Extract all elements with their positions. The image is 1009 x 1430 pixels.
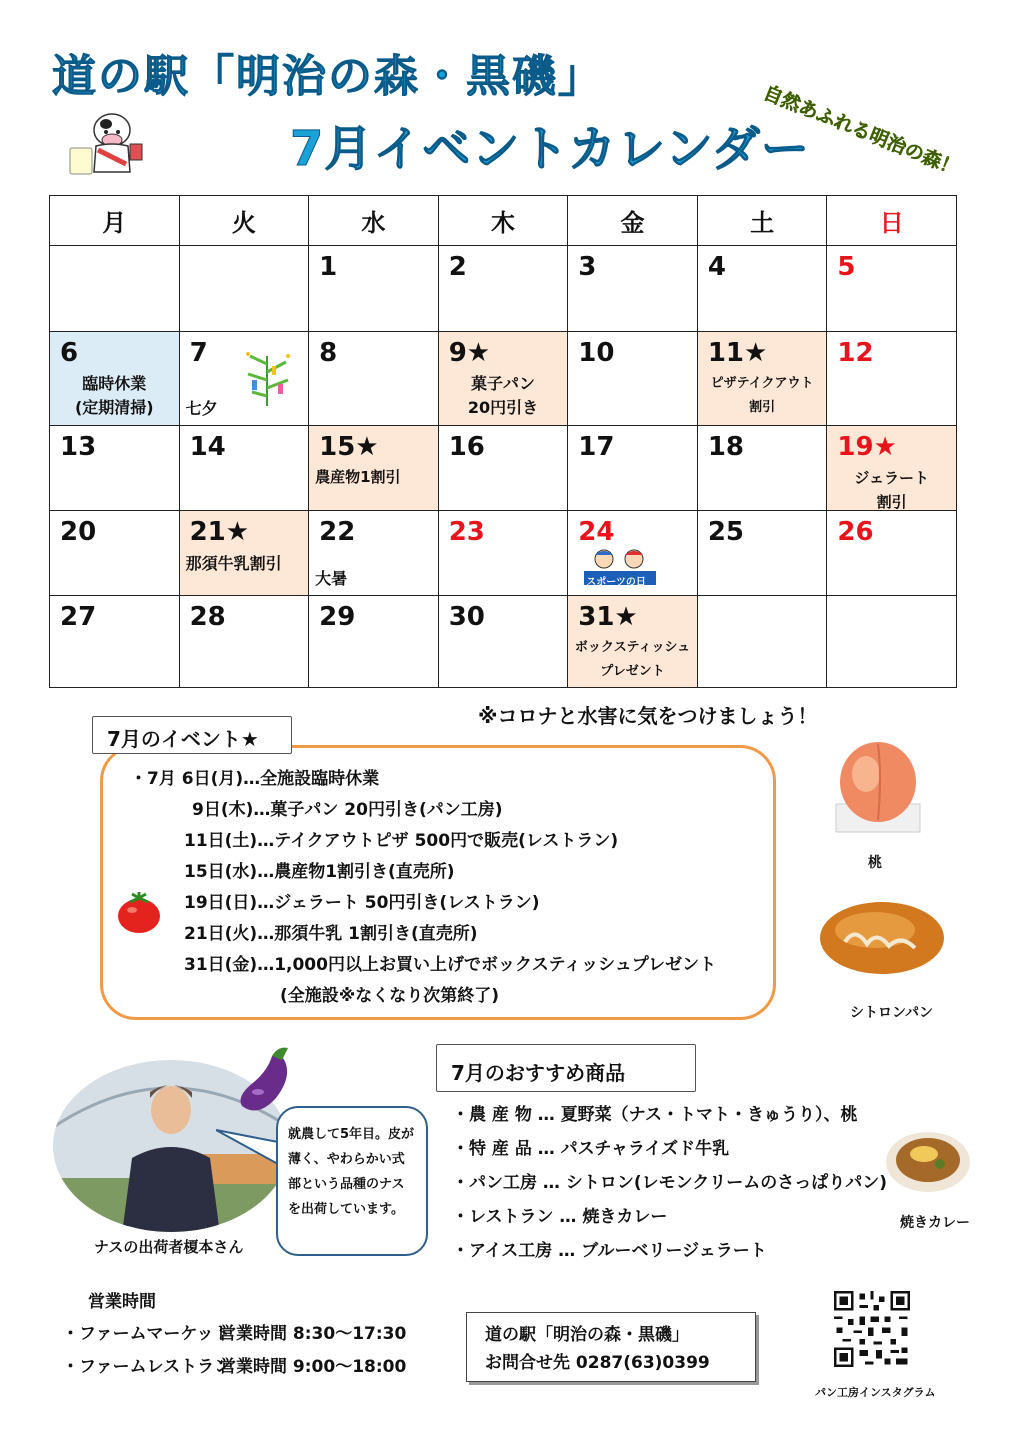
weekday-fri: 金	[568, 196, 698, 246]
calendar-cell	[309, 511, 439, 596]
day-number: 28	[189, 602, 226, 632]
day-number: 10	[578, 338, 615, 368]
hours-list	[62, 1318, 406, 1384]
calendar-cell	[827, 246, 957, 332]
event-item: 15日(水)…農産物1割引き(直売所)	[184, 862, 455, 882]
day-number: 30	[448, 602, 485, 632]
note-line: 割引	[876, 493, 907, 511]
peach-photo	[832, 736, 924, 836]
tomato-icon	[116, 890, 162, 934]
event-item: 21日(火)…那須牛乳 1割引き(直売所)	[184, 924, 478, 944]
weekday-wed: 水	[309, 196, 439, 246]
facility-name: ・ファームマーケット	[62, 1324, 231, 1344]
events-list	[130, 764, 716, 1012]
baked-curry-caption: 焼きカレー	[900, 1215, 970, 1231]
qr-code-icon[interactable]	[829, 1288, 915, 1370]
eggplant-icon	[236, 1042, 298, 1116]
calendar-cell	[827, 426, 957, 511]
calendar-cell	[568, 246, 698, 332]
events-heading: 7月のイベント★	[92, 716, 292, 754]
speech-bubble-tail	[216, 1128, 282, 1168]
calendar-cell	[697, 596, 827, 688]
note-line: 菓子パン	[470, 374, 535, 393]
day-number: 31★	[578, 602, 638, 632]
calendar-cell	[438, 596, 568, 688]
day-note: 七夕	[185, 399, 218, 418]
day-note	[698, 372, 827, 420]
hours-row	[62, 1318, 406, 1351]
event-item: ・7月 6日(月)…全施設臨時休業	[130, 769, 380, 789]
day-number: 20	[60, 517, 97, 547]
contact-phone: お問合せ先 0287(63)0399	[485, 1353, 710, 1373]
calendar-cell	[438, 426, 568, 511]
recommend-item: ・アイス工房 … ブルーベリージェラート	[452, 1241, 767, 1261]
note-line: 割引	[749, 400, 776, 415]
day-number: 8	[319, 338, 338, 368]
calendar-cell	[438, 246, 568, 332]
calendar-cell	[309, 246, 439, 332]
day-number: 19★	[837, 432, 897, 462]
weekday-sat: 土	[697, 196, 827, 246]
day-number: 11★	[707, 338, 768, 368]
note-line: ボックスティッシュ	[574, 640, 691, 655]
weekday-thu: 木	[438, 196, 568, 246]
day-number: 26	[837, 517, 874, 547]
qr-caption: パン工房インスタグラム	[815, 1386, 936, 1399]
tanabata-bamboo-icon	[242, 350, 292, 406]
calendar-cell	[179, 596, 309, 688]
citron-bread-photo	[815, 890, 949, 982]
cow-mascot-icon	[66, 108, 156, 183]
calendar-cell	[50, 332, 180, 426]
day-number: 4	[707, 252, 726, 282]
day-note	[439, 372, 568, 420]
title-line2: 7月イベントカレンダー	[290, 121, 810, 177]
note-line: ピザテイクアウト	[710, 376, 814, 391]
day-note	[568, 636, 697, 684]
recommend-item: ・特 産 品 … パスチャライズド牛乳	[452, 1139, 730, 1159]
day-number: 3	[578, 252, 597, 282]
calendar-cell	[568, 511, 698, 596]
recommend-item: ・農 産 物 … 夏野菜（ナス・トマト・きゅうり）、桃	[452, 1105, 858, 1125]
day-number: 5	[837, 252, 856, 282]
day-note: 那須牛乳割引	[185, 554, 282, 573]
day-number: 25	[707, 517, 744, 547]
calendar-cell	[827, 332, 957, 426]
day-number: 27	[60, 602, 97, 632]
day-number: 17	[578, 432, 615, 462]
facility-hours: 営業時間 9:00～18:00	[219, 1357, 407, 1377]
calendar-cell	[697, 511, 827, 596]
weekday-tue: 火	[179, 196, 309, 246]
calendar-cell	[697, 332, 827, 426]
contact-box	[466, 1312, 756, 1382]
calendar-cell	[309, 426, 439, 511]
event-item: 19日(日)…ジェラート 50円引き(レストラン)	[184, 893, 540, 913]
calendar-cell	[827, 511, 957, 596]
event-item: (全施設※なくなり次第終了)	[280, 986, 500, 1006]
note-line: 20円引き	[467, 398, 539, 417]
recommend-heading: 7月のおすすめ商品	[436, 1044, 696, 1092]
day-number: 18	[707, 432, 744, 462]
calendar-cell	[568, 596, 698, 688]
note-line: ジェラート	[854, 469, 930, 487]
day-note: 農産物1割引	[315, 468, 401, 486]
note-line: プレゼント	[600, 664, 665, 679]
day-number: 23	[448, 517, 485, 547]
day-number: 2	[448, 252, 467, 282]
day-number: 9★	[448, 338, 491, 368]
facility-hours: 営業時間 8:30～17:30	[219, 1324, 407, 1344]
calendar-cell	[697, 426, 827, 511]
calendar-cell	[309, 596, 439, 688]
calendar-cell	[438, 511, 568, 596]
farmer-caption: ナスの出荷者榎本さん	[94, 1238, 244, 1256]
event-item: 9日(木)…菓子パン 20円引き(パン工房)	[192, 800, 503, 820]
note-line: 臨時休業	[82, 374, 147, 393]
calendar-cell	[309, 332, 439, 426]
day-number: 21★	[189, 517, 250, 547]
calendar-cell	[179, 246, 309, 332]
day-number: 24	[578, 517, 615, 547]
calendar-cell	[438, 332, 568, 426]
calendar-cell	[179, 426, 309, 511]
event-calendar	[49, 195, 957, 688]
weekday-mon: 月	[50, 196, 180, 246]
calendar-cell	[568, 426, 698, 511]
hours-title: 営業時間	[88, 1292, 156, 1312]
day-number: 29	[319, 602, 356, 632]
note-line: (定期清掃)	[74, 398, 154, 417]
day-number: 6	[60, 338, 79, 368]
calendar-cell	[50, 426, 180, 511]
recommend-item: ・パン工房 … シトロン(レモンクリームのさっぱりパン)	[452, 1173, 888, 1193]
event-item: 11日(土)…テイクアウトピザ 500円で販売(レストラン)	[184, 831, 619, 851]
calendar-cell	[568, 332, 698, 426]
day-number: 7	[189, 338, 208, 368]
calendar-cell	[50, 596, 180, 688]
facility-name: ・ファームレストラン	[62, 1357, 232, 1377]
day-note: 大暑	[315, 569, 348, 588]
day-number: 22	[319, 517, 356, 547]
day-number: 1	[319, 252, 338, 282]
citron-bread-caption: シトロンパン	[850, 1005, 934, 1021]
warning-text: ※コロナと水害に気をつけましょう！	[478, 704, 818, 728]
day-number: 12	[837, 338, 874, 368]
recommend-list	[452, 1098, 887, 1268]
calendar-cell	[697, 246, 827, 332]
event-item: 31日(金)…1,000円以上お買い上げでボックスティッシュプレゼント	[184, 955, 717, 975]
calendar-cell	[827, 596, 957, 688]
peach-caption: 桃	[868, 855, 882, 871]
day-note	[50, 372, 179, 420]
day-number: 14	[189, 432, 226, 462]
day-number: 15★	[319, 432, 379, 462]
hours-row	[62, 1351, 406, 1384]
baked-curry-photo	[884, 1124, 972, 1194]
farmer-speech-bubble: 就農して5年目。皮が薄く、やわらかい式部という品種のナスを出荷しています。	[276, 1106, 428, 1256]
recommend-item: ・レストラン … 焼きカレー	[452, 1207, 668, 1227]
weekday-sun: 日	[827, 196, 957, 246]
calendar-cell	[50, 246, 180, 332]
sports-day-label: スポーツの日	[586, 577, 646, 588]
calendar-cell	[179, 511, 309, 596]
day-note	[827, 466, 956, 514]
slogan: 自然あふれる明治の森！	[760, 81, 963, 181]
day-number: 13	[60, 432, 97, 462]
contact-name: 道の駅「明治の森・黒磯」	[485, 1325, 689, 1345]
day-number: 16	[448, 432, 485, 462]
calendar-cell	[50, 511, 180, 596]
calendar-cell	[179, 332, 309, 426]
title-line1: 道の駅「明治の森・黒磯」	[52, 51, 604, 102]
